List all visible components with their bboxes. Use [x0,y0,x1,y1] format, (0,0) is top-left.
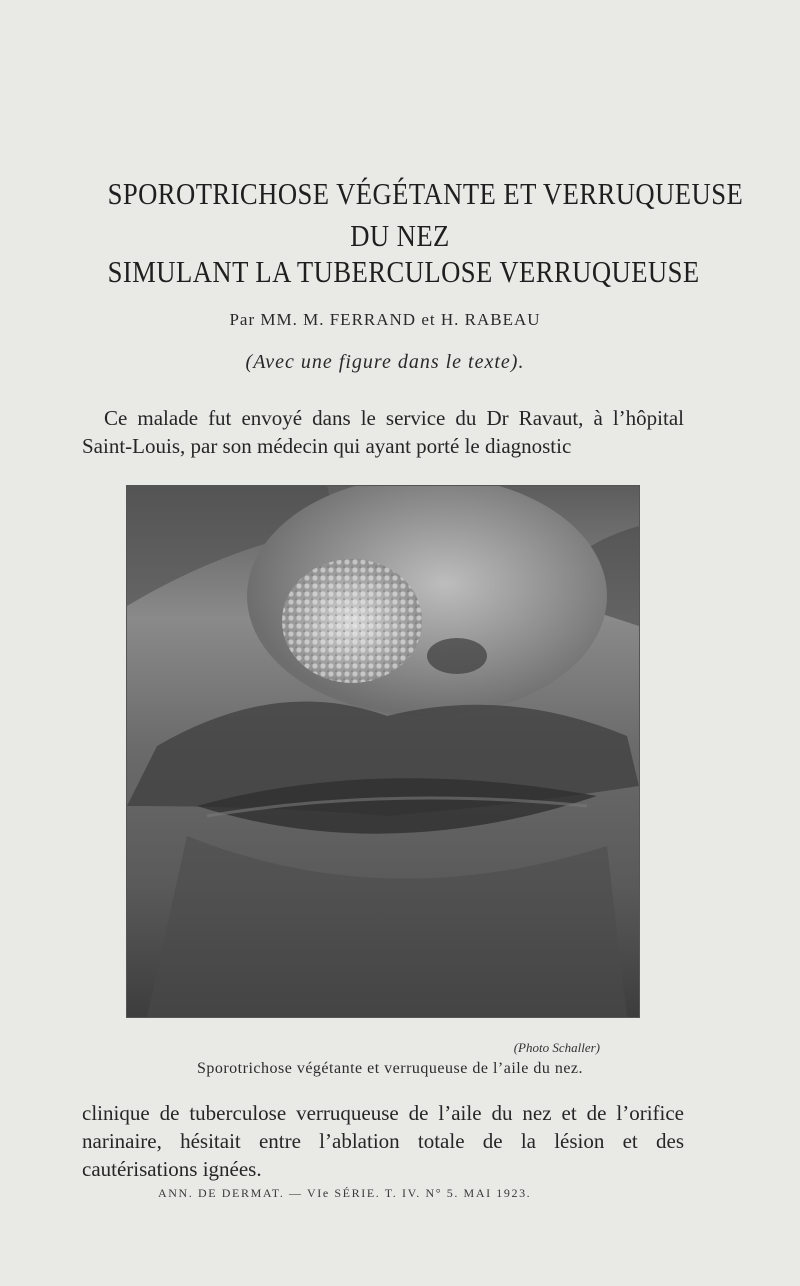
body-paragraph-1: Ce malade fut envoyé dans le service du Dr Ravaut, à l’hôpital Saint-Louis, par son médecin qui ayant porté le diagnostic [82,406,684,458]
clinical-photograph [126,485,640,1018]
journal-footer: ANN. DE DERMAT. — VIe SÉRIE. T. IV. N° 5. MAI 1923. [158,1186,532,1200]
figure-caption: Sporotrichose végétante et verruqueuse de l’aile du nez. [196,1060,584,1077]
body-paragraph-2: clinique de tuberculose verruqueuse de l’aile du nez et de l’orifice narinaire, hésitait entre l’ablation totale de la lésion et des cautérisations ignées. [82,1101,684,1181]
article-title-line-2: DU NEZ [350,218,450,253]
nose-lesion-photo [127,486,639,1017]
authors-line: Par MM. M. FERRAND et H. RABEAU [229,310,541,329]
photo-credit: (Photo Schaller) [513,1040,600,1055]
figure-note: (Avec une figure dans le texte). [245,351,525,373]
article-title-line-3: SIMULANT LA TUBERCULOSE VERRUQUEUSE [107,254,700,289]
article-title-line-1: SPOROTRICHOSE VÉGÉTANTE ET VERRUQUEUSE [107,176,744,211]
